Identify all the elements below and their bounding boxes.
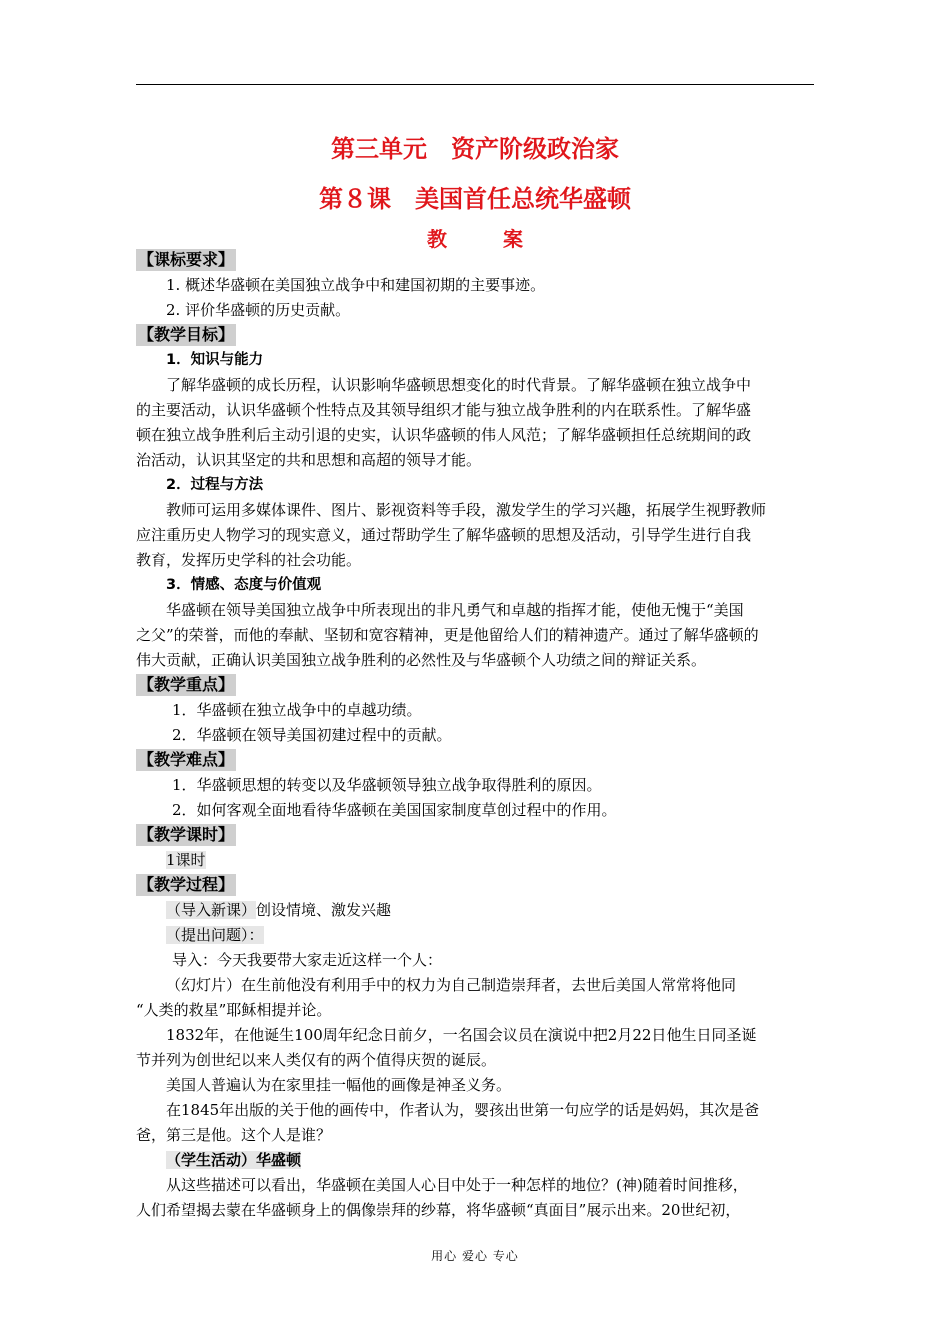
paragraph-line: 从这些描述可以看出，华盛顿在美国人心目中处于一种怎样的地位？(神)随着时间推移， bbox=[166, 1176, 748, 1194]
subheading-knowledge: 1．知识与能力 bbox=[166, 352, 264, 368]
paragraph-line: 节并列为创世纪以来人类仅有的两个值得庆贺的诞辰。 bbox=[136, 1051, 497, 1069]
paragraph-line: “人类的救星”耶稣相提并论。 bbox=[136, 1001, 332, 1019]
paragraph-line: 在1845年出版的关于他的画传中，作者认为，婴孩出世第一句应学的话是妈妈，其次是爸 bbox=[166, 1101, 760, 1119]
doc-type-title: 教 案 bbox=[427, 227, 541, 251]
subheading-values: 3．情感、态度与价值观 bbox=[166, 577, 322, 593]
section-heading-keshi: 【教学课时】 bbox=[138, 825, 235, 844]
question-label: （提出问题）： bbox=[166, 926, 264, 944]
paragraph-line: 教育，发挥历史学科的社会功能。 bbox=[136, 551, 362, 569]
paragraph-line: 的主要活动，认识华盛顿个性特点及其领导组织才能与独立战争胜利的内在联系性。了解华盛 bbox=[136, 401, 752, 419]
list-item: 2．如何客观全面地看待华盛顿在美国国家制度草创过程中的作用。 bbox=[172, 801, 617, 819]
paragraph-line: 之父”的荣誉，而他的奉献、坚韧和宽容精神，更是他留给人们的精神遗产。通过了解华盛顿的 bbox=[136, 626, 759, 644]
section-heading-kebiao: 【课标要求】 bbox=[138, 250, 235, 269]
paragraph-line: 美国人普遍认为在家里挂一幅他的画像是神圣义务。 bbox=[166, 1076, 512, 1094]
section-heading-mubiao: 【教学目标】 bbox=[138, 325, 235, 344]
paragraph-line: 人们希望揭去蒙在华盛顿身上的偶像崇拜的纱幕，将华盛顿“真面目”展示出来。20世纪初， bbox=[136, 1201, 741, 1219]
paragraph-line: 导入：今天我要带大家走近这样一个人： bbox=[172, 951, 443, 969]
paragraph-line: 教师可运用多媒体课件、图片、影视资料等手段，激发学生的学习兴趣，拓展学生视野教师 bbox=[166, 501, 767, 519]
list-item: 2. 评价华盛顿的历史贡献。 bbox=[166, 301, 351, 319]
paragraph-line: 爸，第三是他。这个人是谁？ bbox=[136, 1126, 332, 1144]
list-item: 1．华盛顿在独立战争中的卓越功绩。 bbox=[172, 701, 422, 719]
paragraph-line: （幻灯片）在生前他没有利用手中的权力为自己制造崇拜者，去世后美国人常常将他同 bbox=[166, 976, 737, 994]
list-item: 1. 概述华盛顿在美国独立战争中和建国初期的主要事迹。 bbox=[166, 276, 546, 294]
class-hours-value: 1课时 bbox=[166, 851, 206, 869]
unit-title: 第三单元 资产阶级政治家 bbox=[331, 135, 619, 163]
paragraph-line: 顿在独立战争胜利后主动引退的史实，认识华盛顿的伟人风范；了解华盛顿担任总统期间的政 bbox=[136, 426, 752, 444]
paragraph-line: 1832年，在他诞生100周年纪念日前夕，一名国会议员在演说中把2月22日他生日同圣诞 bbox=[166, 1026, 757, 1044]
section-heading-nandian: 【教学难点】 bbox=[138, 750, 235, 769]
list-item: 1．华盛顿思想的转变以及华盛顿领导独立战争取得胜利的原因。 bbox=[172, 776, 602, 794]
subheading-process: 2．过程与方法 bbox=[166, 477, 264, 493]
paragraph-line: 华盛顿在领导美国独立战争中所表现出的非凡勇气和卓越的指挥才能，使他无愧于“美国 bbox=[166, 601, 744, 619]
paragraph-line: 应注重历史人物学习的现实意义，通过帮助学生了解华盛顿的思想及活动，引导学生进行自我 bbox=[136, 526, 752, 544]
paragraph-line: 伟大贡献，正确认识美国独立战争胜利的必然性及与华盛顿个人功绩之间的辩证关系。 bbox=[136, 651, 707, 669]
paragraph-line: 了解华盛顿的成长历程，认识影响华盛顿思想变化的时代背景。了解华盛顿在独立战争中 bbox=[166, 376, 752, 394]
list-item: 2．华盛顿在领导美国初建过程中的贡献。 bbox=[172, 726, 452, 744]
header-rule bbox=[136, 84, 814, 85]
paragraph-line: 治活动，认识其坚定的共和思想和高超的领导才能。 bbox=[136, 451, 482, 469]
document-body bbox=[136, 248, 818, 1223]
student-activity: （学生活动）华盛顿 bbox=[166, 1151, 302, 1169]
intro-text: 创设情境、激发兴趣 bbox=[256, 901, 392, 919]
section-heading-guocheng: 【教学过程】 bbox=[138, 875, 235, 894]
page-footer: 用心 爱心 专心 bbox=[431, 1249, 519, 1263]
lesson-title: 第８课 美国首任总统华盛顿 bbox=[319, 185, 631, 213]
intro-label: （导入新课） bbox=[166, 901, 257, 919]
section-heading-zhongdian: 【教学重点】 bbox=[138, 675, 235, 694]
